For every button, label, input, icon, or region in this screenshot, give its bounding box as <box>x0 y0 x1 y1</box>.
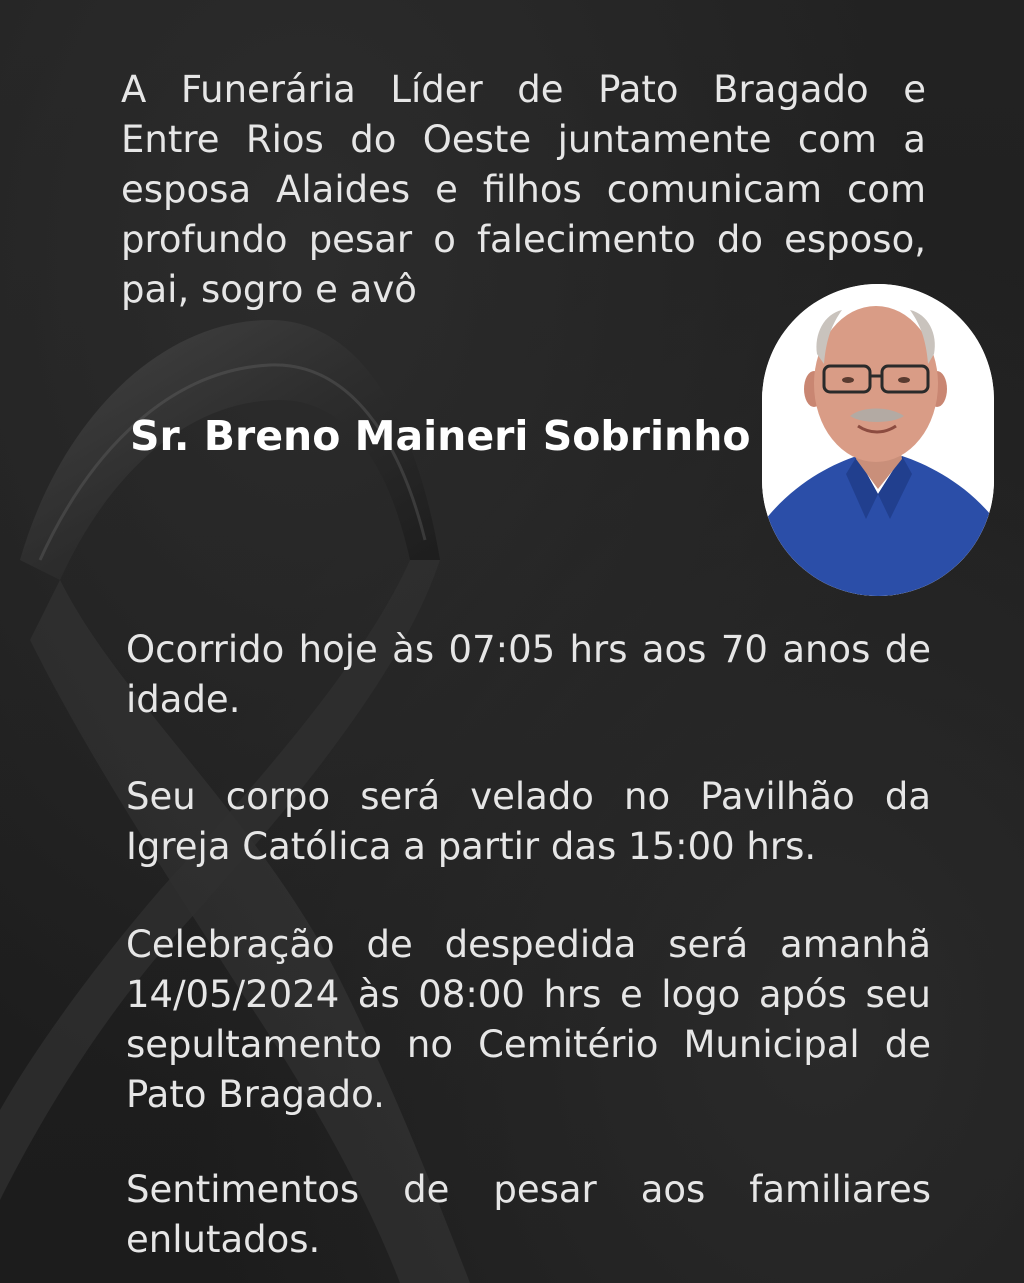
death-time-paragraph <box>126 625 931 725</box>
announcement-intro <box>121 65 926 315</box>
portrait-illustration <box>762 284 994 596</box>
paragraph-line: Pato Bragado. <box>126 1073 385 1116</box>
paragraph-line: sepultamento no Cemitério Municipal de <box>126 1023 931 1066</box>
wake-paragraph <box>126 772 931 872</box>
paragraph-line: Seu corpo será velado no Pavilhão da <box>126 775 931 818</box>
paragraph-line: idade. <box>126 678 241 721</box>
paragraph-line: enlutados. <box>126 1218 321 1261</box>
intro-line: Entre Rios do Oeste juntamente com a <box>121 118 926 161</box>
portrait-photo <box>762 284 994 596</box>
paragraph-line: Celebração de despedida será amanhã <box>126 923 931 966</box>
paragraph-line: Ocorrido hoje às 07:05 hrs aos 70 anos de <box>126 628 931 671</box>
condolences-paragraph <box>126 1165 931 1265</box>
deceased-name: Sr. Breno Maineri Sobrinho <box>130 412 751 460</box>
intro-line: esposa Alaides e filhos comunicam com <box>121 168 926 211</box>
paragraph-line: Sentimentos de pesar aos familiares <box>126 1168 931 1211</box>
paragraph-line: 14/05/2024 às 08:00 hrs e logo após seu <box>126 973 931 1016</box>
intro-line: pai, sogro e avô <box>121 268 417 311</box>
intro-line: profundo pesar o falecimento do esposo, <box>121 218 926 261</box>
farewell-paragraph <box>126 920 931 1120</box>
intro-line: A Funerária Líder de Pato Bragado e <box>121 68 926 111</box>
paragraph-line: Igreja Católica a partir das 15:00 hrs. <box>126 825 817 868</box>
